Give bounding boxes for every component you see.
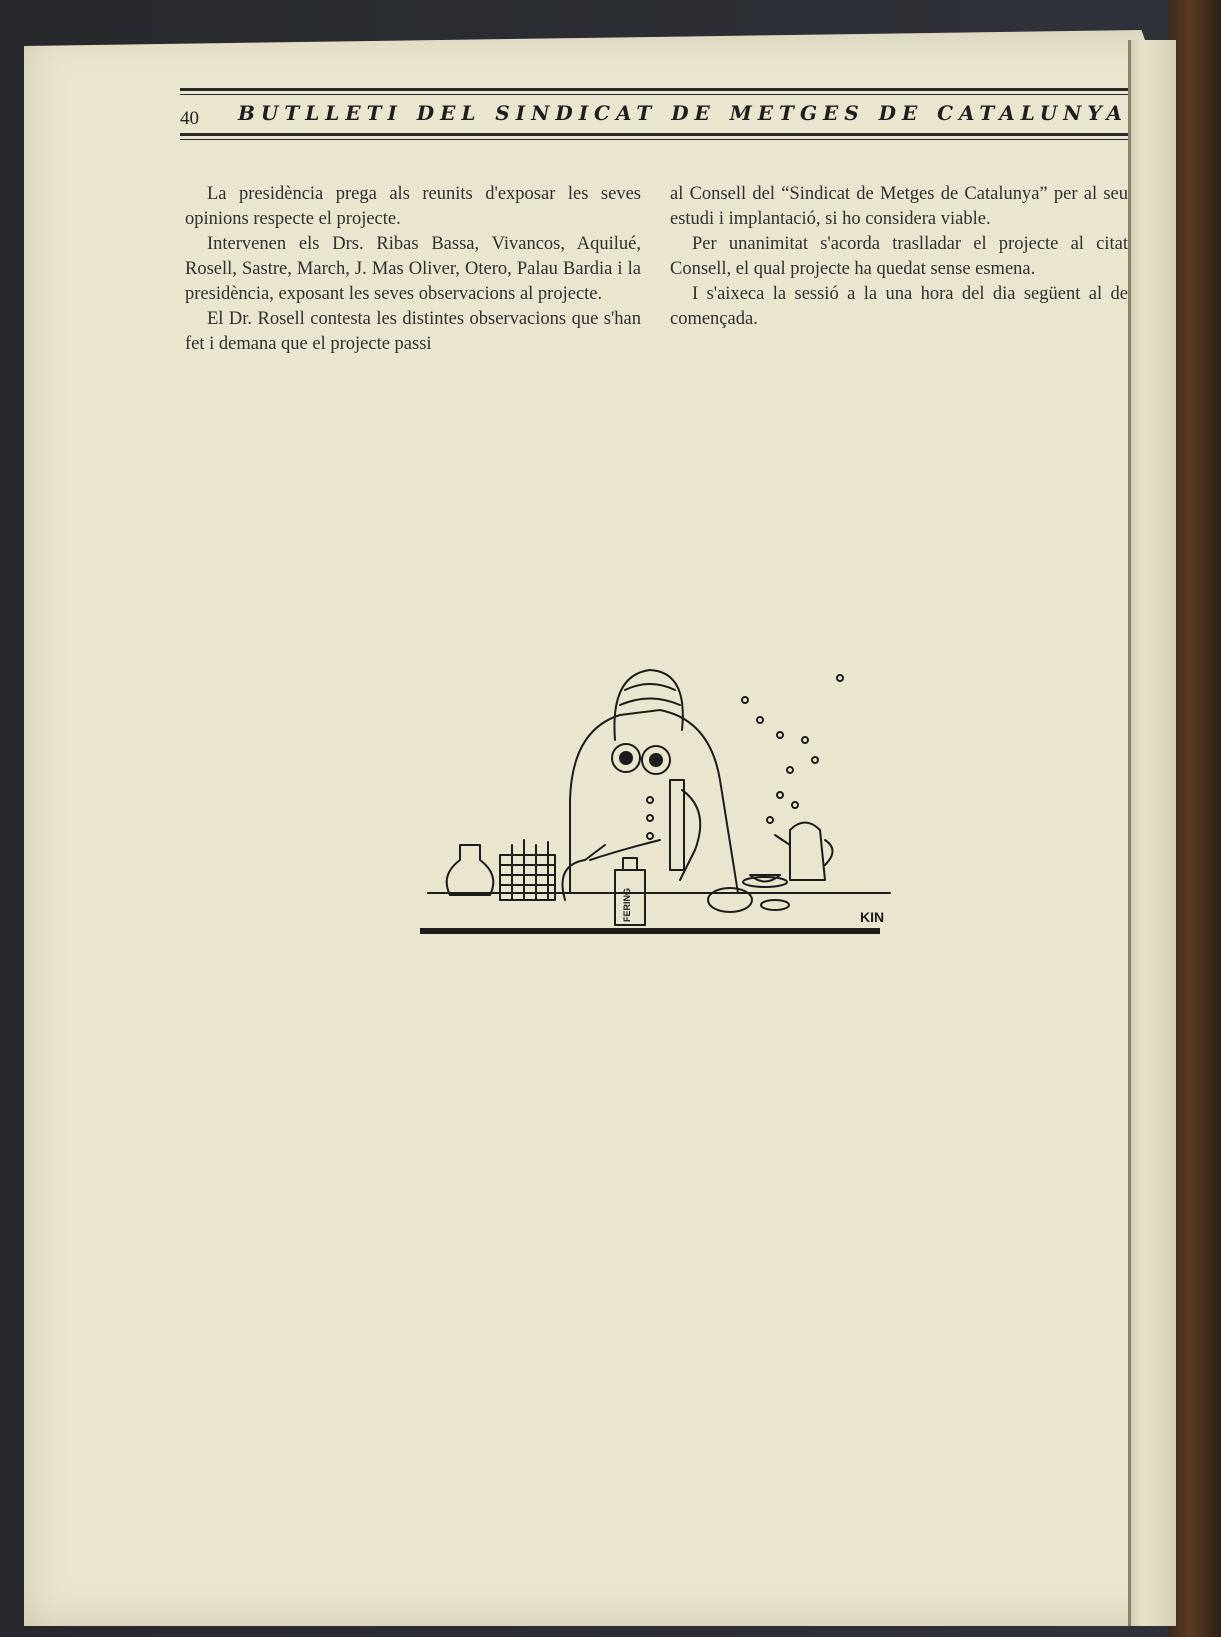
artist-signature: KIN <box>860 909 885 925</box>
running-head-word: BUTLLETI <box>238 101 403 125</box>
laboratory-cartoon <box>420 660 910 980</box>
header-rule-top-thin <box>180 94 1128 95</box>
test-tube <box>670 780 684 870</box>
running-head-word: SINDICAT <box>495 101 658 125</box>
paragraph: I s'aixeca la sessió a la una hora del dia següent al de començada. <box>670 284 1128 329</box>
header-rule-bottom <box>180 133 1128 136</box>
running-head <box>238 101 1128 125</box>
bowl <box>708 888 752 912</box>
coffee-pot <box>790 823 825 881</box>
paragraph: al Consell del “Sindicat de Metges de Catalunya” per al seu estudi i implantació, si ho considera viable. <box>670 184 1128 229</box>
retort <box>563 845 606 900</box>
paragraph: Per unanimitat s'acorda traslladar el projecte al citat Consell, el qual projecte ha quedat sense esmena. <box>670 234 1128 279</box>
running-head-word: CATALUNYA <box>937 101 1128 125</box>
bottle-label: FERING <box>622 887 632 923</box>
running-head-word: METGES <box>729 101 865 125</box>
running-head-word: DEL <box>416 101 482 125</box>
gutter-line <box>1128 40 1131 1626</box>
paragraph: El Dr. Rosell contesta les distintes observacions que s'han fet i demana que el projecte passi <box>185 309 641 354</box>
illustration-baseline <box>420 928 880 934</box>
page-header <box>180 88 1128 148</box>
flask <box>447 845 494 895</box>
page-number: 40 <box>180 108 199 129</box>
scientist-coat <box>570 710 738 893</box>
header-rule-top <box>180 88 1128 91</box>
paragraph: La presidència prega als reunits d'exposar les seves opinions respecte el projecte. <box>185 184 641 229</box>
running-head-word: DE <box>878 101 924 125</box>
running-head-word: DE <box>671 101 716 125</box>
header-rule-bottom-thin <box>180 139 1128 140</box>
text-column-right <box>670 182 1128 332</box>
paragraph: Intervenen els Drs. Ribas Bassa, Vivancos, Aquilué, Rosell, Sastre, March, J. Mas Oliver, Otero, Palau Bardia i la presidència, exposant les seves observacions al projecte. <box>185 234 641 304</box>
page-gutter <box>1128 40 1176 1626</box>
text-column-left <box>185 182 641 357</box>
scientist-head <box>614 670 682 740</box>
